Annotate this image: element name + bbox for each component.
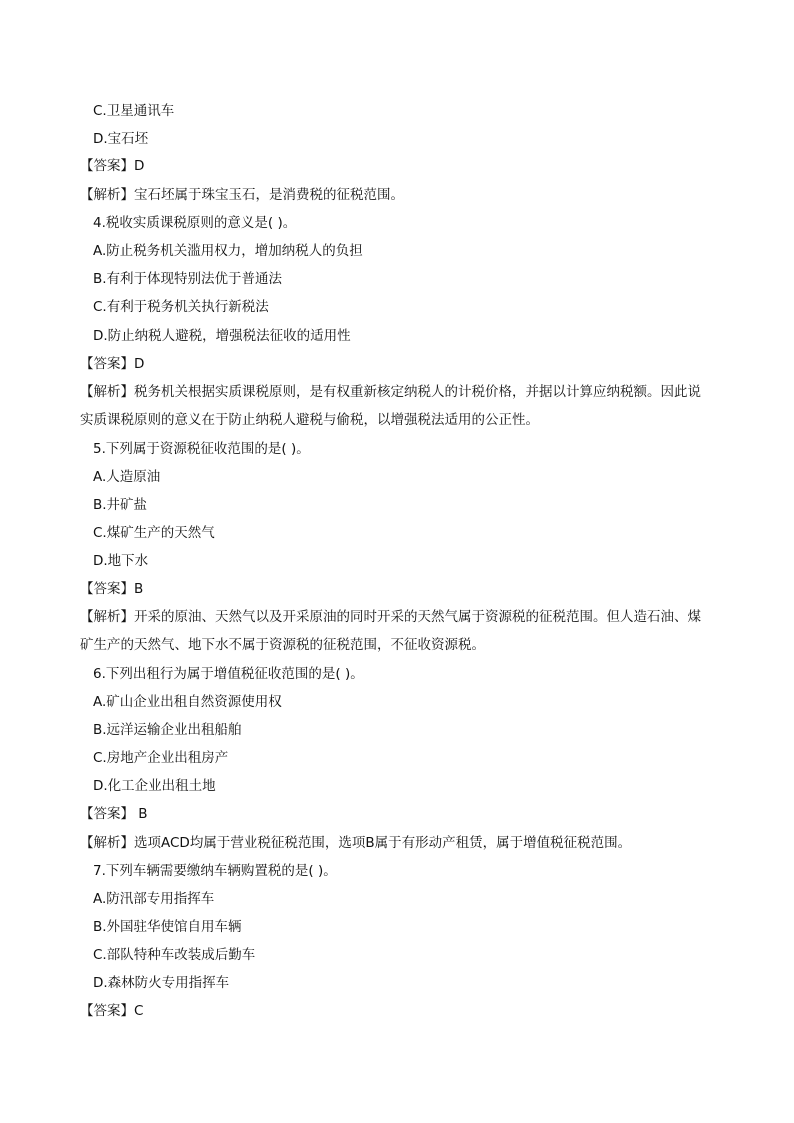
- option-c-q3: C.卫星通讯车: [93, 103, 175, 119]
- option-d-q3: D.宝石坯: [93, 131, 149, 147]
- option-a-q6: A.矿山企业出租自然资源使用权: [93, 694, 282, 710]
- option-b-q5: B.井矿盐: [93, 497, 148, 513]
- option-d-q6: D.化工企业出租土地: [93, 778, 216, 794]
- option-d-q7: D.森林防火专用指挥车: [93, 975, 230, 991]
- explanation-q3: 【解析】宝石坯属于珠宝玉石，是消费税的征税范围。: [80, 187, 404, 203]
- option-c-q6: C.房地产企业出租房产: [93, 750, 229, 766]
- question-5: 5.下列属于资源税征收范围的是( )。: [93, 441, 310, 457]
- option-c-q7: C.部队特种车改装成后勤车: [93, 947, 256, 963]
- question-7: 7.下列车辆需要缴纳车辆购置税的是( )。: [93, 863, 337, 879]
- option-a-q5: A.人造原油: [93, 469, 161, 485]
- option-c-q5: C.煤矿生产的天然气: [93, 525, 215, 541]
- explanation-q4: 【解析】税务机关根据实质课税原则，是有权重新核定纳税人的计税价格，并据以计算应纳税额。因此说实质课税原则的意义在于防止纳税人避税与偷税，以增强税法适用的公正性。: [80, 384, 701, 428]
- explanation-q5: 【解析】开采的原油、天然气以及开采原油的同时开采的天然气属于资源税的征税范围。但人造石油、煤矿生产的天然气、地下水不属于资源税的征税范围，不征收资源税。: [80, 609, 701, 653]
- question-6: 6.下列出租行为属于增值税征收范围的是( )。: [93, 666, 364, 682]
- answer-q3: 【答案】D: [80, 158, 145, 174]
- option-b-q4: B.有利于体现特别法优于普通法: [93, 271, 283, 287]
- option-d-q4: D.防止纳税人避税，增强税法征收的适用性: [93, 328, 351, 344]
- question-4: 4.税收实质课税原则的意义是( )。: [93, 215, 297, 231]
- answer-q5: 【答案】B: [80, 581, 144, 597]
- option-a-q7: A.防汛部专用指挥车: [93, 891, 215, 907]
- option-c-q4: C.有利于税务机关执行新税法: [93, 299, 269, 315]
- answer-q6: 【答案】 B: [80, 806, 148, 822]
- option-a-q4: A.防止税务机关滥用权力，增加纳税人的负担: [93, 243, 363, 259]
- explanation-q6: 【解析】选项ACD均属于营业税征税范围，选项B属于有形动产租赁，属于增值税征税范围。: [80, 835, 632, 851]
- option-d-q5: D.地下水: [93, 553, 149, 569]
- option-b-q6: B.远洋运输企业出租船舶: [93, 722, 242, 738]
- option-b-q7: B.外国驻华使馆自用车辆: [93, 919, 242, 935]
- answer-q4: 【答案】D: [80, 356, 145, 372]
- answer-q7: 【答案】C: [80, 1003, 144, 1019]
